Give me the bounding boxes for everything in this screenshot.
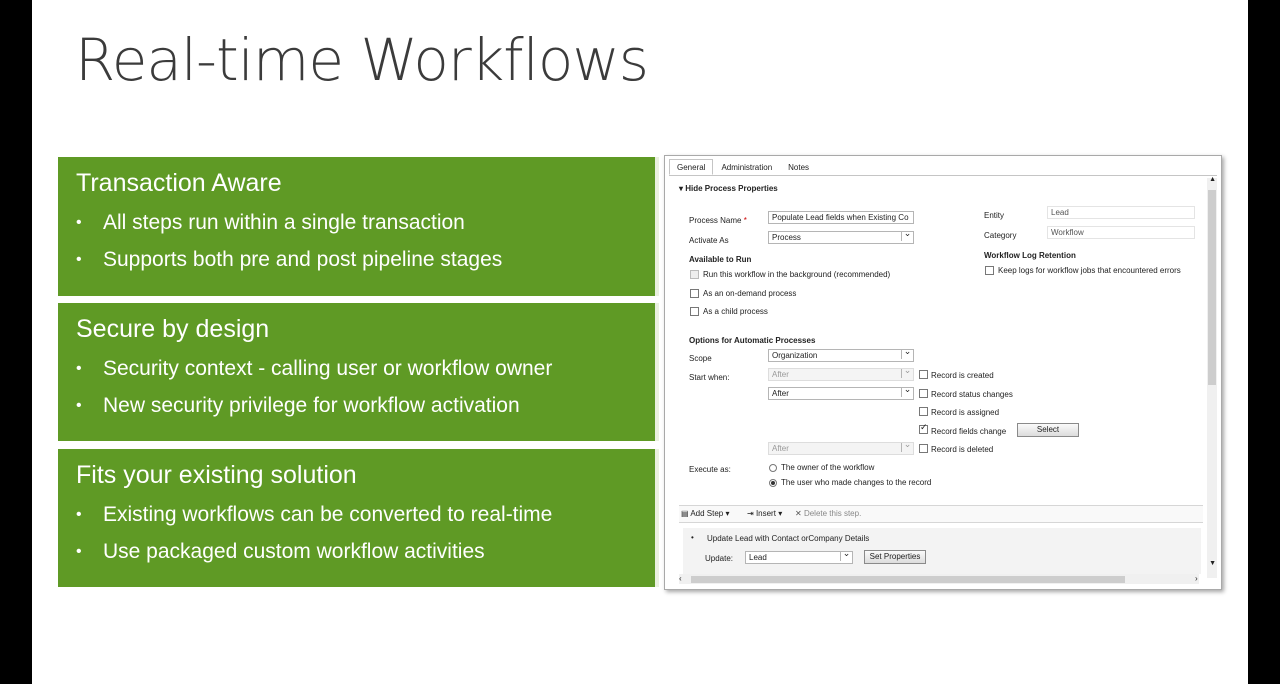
bullet: • New security privilege for workflow activation [76, 387, 637, 424]
owner-radio[interactable] [769, 464, 777, 472]
delete-step-label: Delete this step. [803, 509, 862, 518]
step-toolbar [679, 505, 1203, 523]
bullet: • Security context - calling user or workflow owner [76, 350, 637, 387]
record-deleted-label: Record is deleted [931, 445, 994, 454]
horizontal-scroll-thumb[interactable] [691, 576, 1125, 583]
section-heading: Fits your existing solution [76, 461, 357, 489]
record-created-checkbox[interactable] [919, 370, 928, 379]
add-step-icon: ▤ [681, 509, 689, 518]
section-heading: Secure by design [76, 315, 270, 343]
select-button[interactable]: Select [1017, 423, 1079, 437]
tab-notes[interactable]: Notes [788, 163, 810, 172]
execute-as-label: Execute as: [689, 465, 731, 474]
on-demand-label: As an on-demand process [703, 289, 797, 298]
bullet-icon: • [691, 533, 694, 542]
required-marker: * [743, 216, 747, 225]
tab-general[interactable]: General [669, 159, 713, 175]
entity-label: Entity [984, 211, 1005, 220]
start-when-deleted-select[interactable]: After ⌄ [768, 442, 914, 455]
add-step-button[interactable] [681, 509, 730, 518]
record-created-label: Record is created [931, 371, 994, 380]
tab-divider [669, 175, 1217, 176]
record-status-checkbox[interactable] [919, 389, 928, 398]
scroll-down-icon[interactable]: ▼ [1209, 560, 1216, 567]
owner-radio-label: The owner of the workflow [781, 463, 875, 472]
bullet: • All steps run within a single transaction [76, 204, 637, 241]
scope-label: Scope [689, 354, 712, 363]
keep-logs-checkbox[interactable] [985, 266, 994, 275]
bullet: • Existing workflows can be converted to real-time [76, 496, 637, 533]
record-assigned-label: Record is assigned [931, 408, 1000, 417]
record-status-label: Record status changes [931, 390, 1013, 399]
update-label: Update: [705, 554, 734, 563]
start-when-label: Start when: [689, 373, 730, 382]
record-assigned-checkbox[interactable] [919, 407, 928, 416]
on-demand-checkbox[interactable] [690, 289, 699, 298]
category-value: Workflow [1047, 226, 1195, 239]
activate-as-label: Activate As [689, 236, 729, 245]
record-deleted-checkbox[interactable] [919, 444, 928, 453]
section-heading: Transaction Aware [76, 169, 282, 197]
set-properties-button[interactable]: Set Properties [864, 550, 926, 564]
scroll-right-icon[interactable]: › [1195, 574, 1198, 583]
user-radio-label: The user who made changes to the record [781, 478, 932, 487]
tab-administration[interactable]: Administration [721, 163, 773, 172]
activate-as-select[interactable]: Process ⌄ [768, 231, 914, 244]
chevron-down-icon: ▾ [725, 509, 730, 518]
child-process-checkbox[interactable] [690, 307, 699, 316]
bullet: • Supports both pre and post pipeline stages [76, 241, 637, 278]
entity-value: Lead [1047, 206, 1195, 219]
child-process-label: As a child process [703, 307, 768, 316]
start-when-created-select[interactable]: After ⌄ [768, 368, 914, 381]
vertical-scroll-thumb[interactable] [1208, 190, 1216, 385]
insert-button[interactable] [747, 509, 782, 518]
workflow-form-screenshot [664, 155, 1222, 590]
section-toggle[interactable] [679, 184, 778, 193]
start-when-status-select[interactable]: After ⌄ [768, 387, 914, 400]
scroll-up-icon[interactable]: ▲ [1209, 176, 1216, 183]
bullet: • Use packaged custom workflow activities [76, 533, 637, 570]
section-transaction-aware [58, 157, 659, 296]
close-icon: ✕ [795, 509, 802, 518]
slide-title: Real-time Workflows [75, 26, 648, 94]
process-name-input[interactable]: Populate Lead fields when Existing Co [768, 211, 914, 224]
available-to-run-heading: Available to Run [689, 255, 752, 264]
update-select[interactable]: Lead ⌄ [745, 551, 853, 564]
delete-step-button[interactable] [795, 509, 861, 518]
chevron-down-icon: ▾ [778, 509, 783, 518]
user-radio[interactable] [769, 479, 777, 487]
run-background-checkbox[interactable] [690, 270, 699, 279]
section-secure-by-design [58, 303, 659, 441]
record-fields-label: Record fields change [931, 427, 1007, 436]
add-step-label: Add Step [690, 509, 724, 518]
process-name-label [689, 216, 747, 225]
scope-select[interactable]: Organization ⌄ [768, 349, 914, 362]
run-background-label: Run this workflow in the background (recommended) [703, 270, 891, 279]
scroll-left-icon[interactable]: ‹ [679, 574, 682, 583]
record-fields-checkbox[interactable] [919, 425, 928, 434]
step-title[interactable]: Update Lead with Contact orCompany Details [707, 534, 870, 543]
slide [32, 0, 1248, 684]
automatic-options-heading: Options for Automatic Processes [689, 336, 816, 345]
process-name-text: Process Name [689, 216, 742, 225]
log-retention-heading: Workflow Log Retention [984, 251, 1076, 260]
section-fits-existing-solution [58, 449, 659, 587]
form-tabs [669, 159, 817, 175]
insert-icon: ⇥ [747, 509, 754, 518]
triangle-down-icon: ▾ [679, 184, 684, 193]
keep-logs-label: Keep logs for workflow jobs that encountered errors [998, 266, 1181, 275]
section-toggle-label: Hide Process Properties [685, 184, 778, 193]
insert-label: Insert [755, 509, 776, 518]
category-label: Category [984, 231, 1017, 240]
